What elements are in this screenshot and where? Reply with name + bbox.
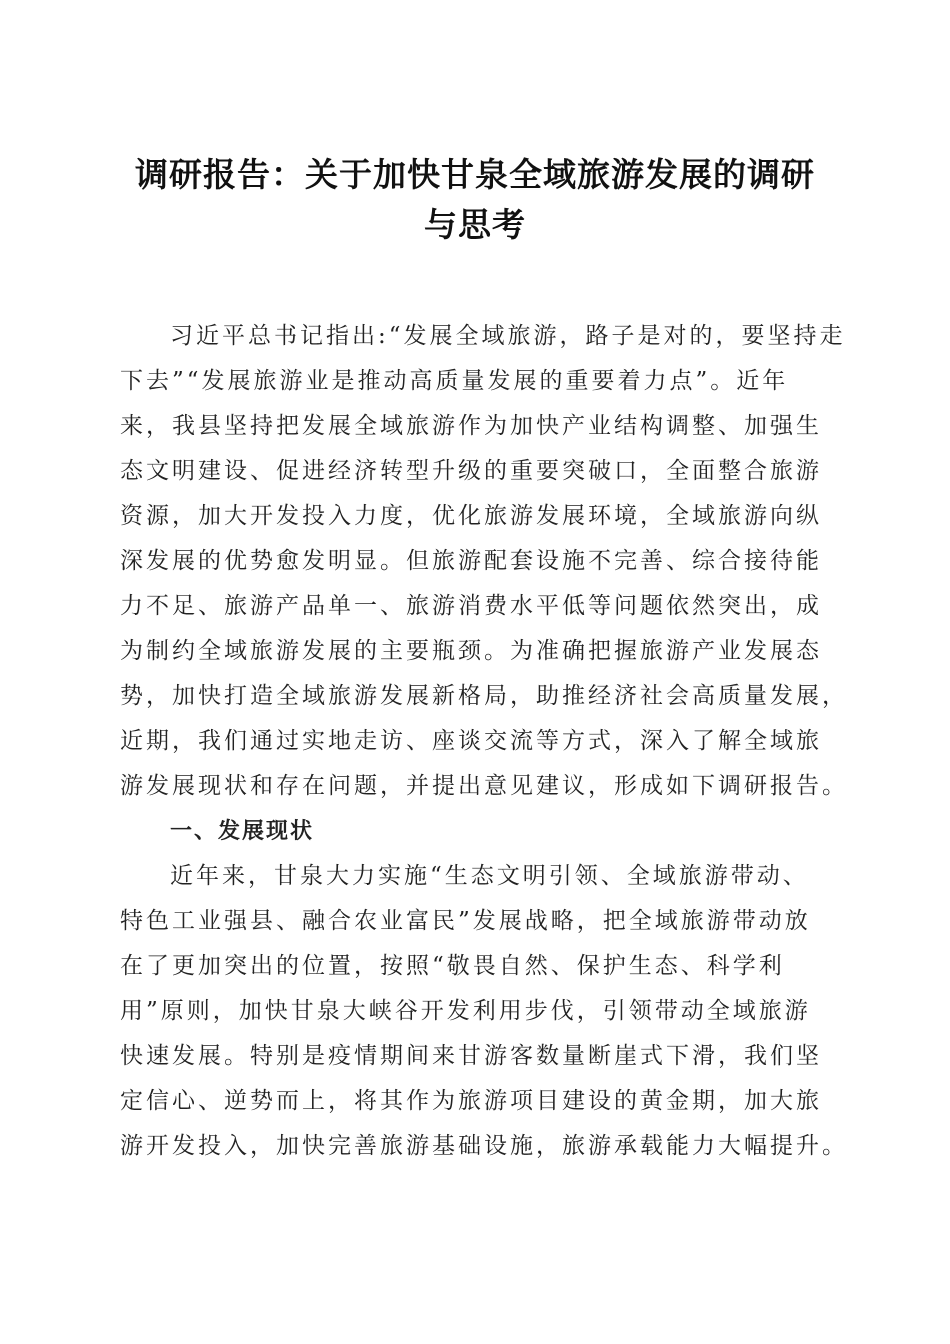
section-line: 定信心、逆势而上，将其作为旅游项目建设的黄金期，加大旅 xyxy=(120,1088,822,1114)
intro-line: 游发展现状和存在问题，并提出意见建议，形成如下调研报告。 xyxy=(120,773,848,799)
title-line-2: 与思考 xyxy=(424,205,526,244)
section-line: 游开发投入，加快完善旅游基础设施，旅游承载能力大幅提升。 xyxy=(120,1133,848,1159)
intro-line: 近期，我们通过实地走访、座谈交流等方式，深入了解全域旅 xyxy=(120,728,822,754)
title-line-1: 调研报告：关于加快甘泉全域旅游发展的调研 xyxy=(135,155,815,194)
intro-line: 力不足、旅游产品单一、旅游消费水平低等问题依然突出，成 xyxy=(120,593,822,619)
section-heading: 一、发展现状 xyxy=(170,819,315,844)
section-line: 快速发展。特别是疫情期间来甘游客数量断崖式下滑，我们坚 xyxy=(120,1043,822,1069)
intro-line: 为制约全域旅游发展的主要瓶颈。为准确把握旅游产业发展态 xyxy=(120,638,822,664)
intro-line: 深发展的优势愈发明显。但旅游配套设施不完善、综合接待能 xyxy=(120,548,822,574)
section-line: 用”原则，加快甘泉大峡谷开发利用步伐，引领带动全域旅游 xyxy=(120,998,811,1024)
intro-line: 势，加快打造全域旅游发展新格局，助推经济社会高质量发展， xyxy=(120,683,848,709)
document-body xyxy=(120,314,848,1169)
intro-line: 下去”“发展旅游业是推动高质量发展的重要着力点”。近年 xyxy=(120,368,789,394)
intro-line: 资源，加大开发投入力度，优化旅游发展环境，全域旅游向纵 xyxy=(120,503,822,529)
intro-line: 态文明建设、促进经济转型升级的重要突破口，全面整合旅游 xyxy=(120,458,822,484)
section-line: 近年来，甘泉大力实施“生态文明引领、全域旅游带动、 xyxy=(170,863,809,889)
section-line: 在了更加突出的位置，按照“敬畏自然、保护生态、科学利 xyxy=(120,953,785,979)
document-title xyxy=(110,150,840,250)
intro-line: 习近平总书记指出:“发展全域旅游，路子是对的，要坚持走 xyxy=(170,323,846,349)
section-line: 特色工业强县、融合农业富民”发展战略，把全域旅游带动放 xyxy=(120,908,811,934)
intro-line: 来，我县坚持把发展全域旅游作为加快产业结构调整、加强生 xyxy=(120,413,822,439)
